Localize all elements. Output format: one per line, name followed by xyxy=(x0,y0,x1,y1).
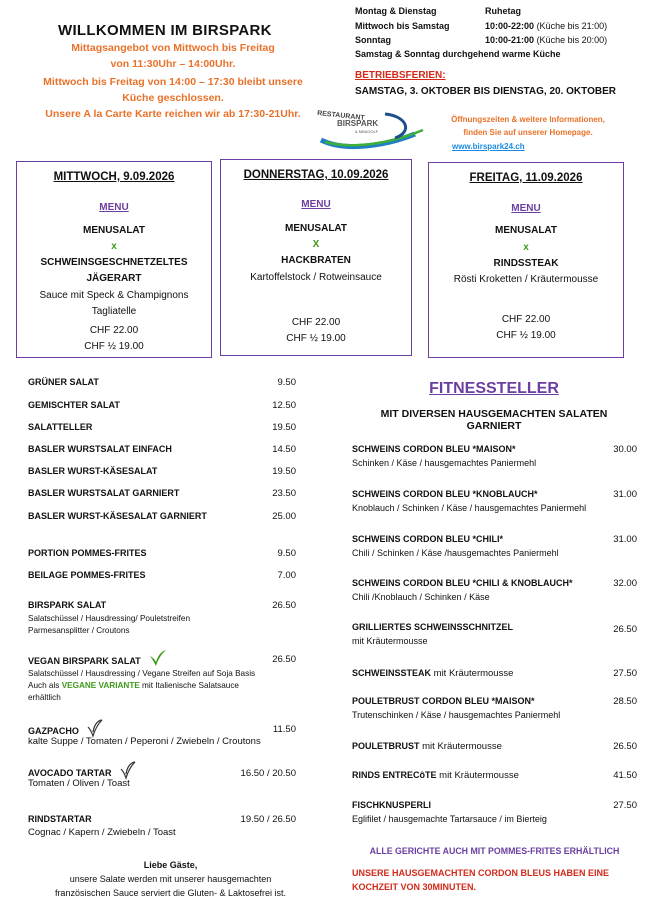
menu-side: Sauce mit Speck & Champignons xyxy=(39,290,189,301)
menu-item xyxy=(28,648,296,704)
desc-text: Auch als xyxy=(28,681,62,690)
menu-separator: x xyxy=(523,242,529,253)
item-name: GEMISCHTER SALAT xyxy=(28,400,120,410)
item-price: 12.50 xyxy=(272,400,296,411)
item-price: 30.00 xyxy=(613,444,637,455)
item-price: 23.50 xyxy=(272,488,296,499)
homepage-link[interactable]: www.birspark24.ch xyxy=(452,142,525,151)
svg-text:BIRSPARK: BIRSPARK xyxy=(337,119,379,128)
item-desc-line: Salatschüssel / Hausdressing/ Pouletstreifen xyxy=(28,614,191,623)
menu-item xyxy=(28,600,296,637)
item-desc-line: erhältlich xyxy=(28,693,61,702)
menu-price-half: CHF ½ 19.00 xyxy=(496,330,556,341)
lunch-offer-line: Mittagsangebot von Mittwoch bis Freitag xyxy=(71,42,275,54)
day-title: MITTWOCH, 9.09.2026 xyxy=(53,171,175,183)
item-price: 19.50 / 26.50 xyxy=(240,814,296,825)
holiday-title: BETRIEBSFERIEN: xyxy=(355,70,446,81)
item-price: 25.00 xyxy=(272,511,296,522)
item-name: BASLER WURSTSALAT EINFACH xyxy=(28,444,172,454)
menu-price: CHF 22.00 xyxy=(291,317,341,328)
item-name: SCHWEINS CORDON BLEU *KNOBLAUCH* xyxy=(352,489,538,499)
item-price: 32.00 xyxy=(613,578,637,589)
menu-main: SCHWEINSGESCHNETZELTES xyxy=(40,257,188,268)
item-name: SCHWEINS CORDON BLEU *CHILI* xyxy=(352,534,504,544)
hours-row xyxy=(355,6,521,16)
item-price: 31.00 xyxy=(613,489,637,500)
item-price: 9.50 xyxy=(277,548,296,559)
item-name: BEILAGE POMMES-FRITES xyxy=(28,570,146,580)
menu-item xyxy=(352,668,637,679)
menu-item xyxy=(352,622,637,646)
item-name: SALATTELLER xyxy=(28,422,93,432)
item-name: GRÜNER SALAT xyxy=(28,377,99,387)
day-title: FREITAG, 11.09.2026 xyxy=(469,172,583,184)
page-title: WILLKOMMEN IM BIRSPARK xyxy=(58,22,272,39)
menu-item xyxy=(28,422,296,432)
item-name: BASLER WURSTSALAT GARNIERT xyxy=(28,488,180,498)
hours-day: Mittwoch bis Samstag xyxy=(355,21,450,31)
menu-label: MENU xyxy=(511,203,541,214)
menu-item xyxy=(352,696,637,720)
item-name-row xyxy=(352,770,637,781)
item-price: 14.50 xyxy=(272,444,296,455)
fitness-title: FITNESSTELLER xyxy=(429,380,559,397)
item-price: 27.50 xyxy=(613,668,637,679)
vegan-leaf-icon xyxy=(147,648,167,668)
item-name: BIRSPARK SALAT xyxy=(28,600,107,610)
item-price: 26.50 xyxy=(272,600,296,611)
hours-value: Ruhetag xyxy=(485,6,521,16)
item-description: Chili / Schinken / Käse /hausgemachtes Paniermehl xyxy=(352,548,559,558)
item-desc-line: Salatschüssel / Hausdressing / Vegane Streifen auf Soja Basis xyxy=(28,669,256,678)
menu-item xyxy=(352,534,637,558)
menu-label: MENU xyxy=(301,199,331,210)
lunch-time-line: von 11:30Uhr – 14:00Uhr. xyxy=(110,58,236,70)
fitness-subtitle: MIT DIVERSEN HAUSGEMACHTEN SALATEN GARNIERT xyxy=(380,408,608,432)
item-description: Cognac / Kapern / Zwiebeln / Toast xyxy=(28,827,176,838)
hours-note: (Küche bis 20:00) xyxy=(536,35,608,45)
hours-row xyxy=(355,35,608,45)
menu-item xyxy=(28,466,296,476)
menu-item xyxy=(28,377,296,387)
menu-main-2: JÄGERART xyxy=(86,273,142,284)
menu-separator: X xyxy=(312,239,320,250)
menu-item xyxy=(28,511,296,521)
menu-item xyxy=(352,770,637,781)
guests-greeting: Liebe Gäste, xyxy=(143,860,198,870)
svg-text:RESTAURANT: RESTAURANT xyxy=(316,110,365,122)
cordon-bleu-note: UNSERE HAUSGEMACHTEN CORDON BLEUS HABEN EINE xyxy=(352,868,610,878)
menu-starter: MENUSALAT xyxy=(284,223,348,234)
desc-text: mit Italienische Salatsauce xyxy=(139,681,239,690)
item-description: Trutenschinken / Käse / hausgemachtes Paniermehl xyxy=(352,710,561,720)
item-price: 27.50 xyxy=(613,800,637,811)
item-description: Knoblauch / Schinken / Käse / hausgemachtes Paniermehl xyxy=(352,503,587,513)
menu-item xyxy=(352,800,637,824)
item-name: GRILLIERTES SCHWEINSSCHNITZEL xyxy=(352,622,514,632)
menu-item xyxy=(28,814,296,838)
item-price: 11.50 xyxy=(272,724,296,735)
menu-item xyxy=(352,489,637,513)
item-name: VEGAN BIRSPARK SALAT xyxy=(28,656,141,666)
vegan-leaf-outline-icon xyxy=(85,718,103,738)
menu-price: CHF 22.00 xyxy=(89,325,139,336)
item-name-suffix: mit Kräutermousse xyxy=(431,668,514,679)
item-name-row xyxy=(352,668,637,679)
menu-item xyxy=(352,578,637,602)
menu-starter: MENUSALAT xyxy=(494,225,558,236)
menu-price: CHF 22.00 xyxy=(501,314,551,325)
day-menu-friday xyxy=(428,162,624,358)
hours-day: Sonntag xyxy=(355,35,391,45)
item-price: 28.50 xyxy=(613,696,637,707)
item-description: Chili /Knoblauch / Schinken / Käse xyxy=(352,592,490,602)
menu-price-half: CHF ½ 19.00 xyxy=(84,341,144,352)
info-line: Öffnungszeiten & weitere Informationen, xyxy=(451,115,605,124)
menu-side: Rösti Kroketten / Kräutermousse xyxy=(453,274,599,285)
item-desc-line xyxy=(28,680,296,692)
svg-text:& MINIGOLF: & MINIGOLF xyxy=(355,129,379,134)
menu-side-2: Tagliatelle xyxy=(91,306,137,317)
item-name: POULETBRUST xyxy=(352,741,420,751)
item-name-suffix: mit Kräutermousse xyxy=(436,770,519,781)
item-name: AVOCADO TARTAR xyxy=(28,768,112,778)
item-price: 19.50 xyxy=(272,422,296,433)
menu-item xyxy=(28,570,296,580)
menu-item xyxy=(28,444,296,454)
day-menu-thursday xyxy=(220,159,412,356)
alacarte-line: Unsere A la Carte Karte reichen wir ab 17:30-21Uhr. xyxy=(45,108,301,120)
item-name: PORTION POMMES-FRITES xyxy=(28,548,147,558)
pommes-note: ALLE GERICHTE AUCH MIT POMMES-FRITES ERHÄLTLICH xyxy=(369,846,620,856)
menu-price-half: CHF ½ 19.00 xyxy=(286,333,346,344)
restaurant-logo xyxy=(315,104,427,150)
guests-note-line: unsere Salate werden mit unserer hausgemachten xyxy=(69,874,272,884)
kitchen-closed-line-2: Küche geschlossen. xyxy=(122,92,224,104)
item-name: RINDSTARTAR xyxy=(28,814,92,824)
menu-main: HACKBRATEN xyxy=(281,255,351,266)
item-name-row xyxy=(352,741,637,752)
item-name: GAZPACHO xyxy=(28,726,79,736)
item-price: 26.50 xyxy=(613,741,637,752)
item-price: 9.50 xyxy=(277,377,296,388)
item-price: 41.50 xyxy=(613,770,637,781)
menu-item xyxy=(28,400,296,410)
menu-label: MENU xyxy=(99,202,129,213)
menu-item xyxy=(28,718,296,747)
item-name: POULETBRUST CORDON BLEU *MAISON* xyxy=(352,696,535,706)
guests-note-line: französischen Sauce serviert die Gluten- & Laktosefrei ist. xyxy=(54,888,287,898)
hours-row xyxy=(355,49,561,59)
item-description xyxy=(28,668,296,704)
guests-note xyxy=(28,858,313,900)
item-name: SCHWEINS CORDON BLEU *MAISON* xyxy=(352,444,516,454)
item-description: Eglifilet / hausgemachte Tartarsauce / im Bierteig xyxy=(352,814,547,824)
item-description: kalte Suppe / Tomaten / Peperoni / Zwiebeln / Croutons xyxy=(28,736,261,747)
item-name: SCHWEINS CORDON BLEU *CHILI & KNOBLAUCH* xyxy=(352,578,573,588)
day-title: DONNERSTAG, 10.09.2026 xyxy=(243,169,389,181)
item-name: RINDS ENTRECôTE xyxy=(352,770,437,780)
hours-day: Samstag & Sonntag durchgehend warme Küche xyxy=(355,49,561,59)
item-name: BASLER WURST-KÄSESALAT GARNIERT xyxy=(28,511,207,521)
kitchen-closed-line: Mittwoch bis Freitag von 14:00 – 17:30 bleibt unsere xyxy=(43,76,303,88)
item-description: Schinken / Käse / hausgemachtes Paniermehl xyxy=(352,458,537,468)
menu-main: RINDSSTEAK xyxy=(493,258,559,269)
item-description: Tomaten / Oliven / Toast xyxy=(28,778,130,789)
cordon-bleu-note-2: KOCHZEIT VON 30MINUTEN. xyxy=(352,882,477,892)
item-name: SCHWEINSSTEAK xyxy=(352,668,432,678)
item-price: 16.50 / 20.50 xyxy=(240,768,296,779)
menu-item xyxy=(28,488,296,498)
hours-note: (Küche bis 21:00) xyxy=(536,21,608,31)
hours-row xyxy=(355,21,608,31)
item-name-row xyxy=(28,648,296,668)
holiday-dates: SAMSTAG, 3. OKTOBER BIS DIENSTAG, 20. OKTOBER xyxy=(355,86,616,97)
vegan-leaf-outline-icon xyxy=(118,760,136,780)
hours-value: 10:00-21:00 xyxy=(485,35,535,45)
item-description xyxy=(28,613,296,637)
hours-day: Montag & Dienstag xyxy=(355,6,437,16)
item-name-row xyxy=(28,718,296,738)
info-line-2: finden Sie auf unserer Homepage. xyxy=(463,128,593,137)
item-price: 19.50 xyxy=(272,466,296,477)
menu-item xyxy=(352,444,637,468)
menu-item xyxy=(352,741,637,752)
item-price: 31.00 xyxy=(613,534,637,545)
menu-separator: x xyxy=(111,241,117,252)
menu-item xyxy=(28,760,296,789)
hours-value: 10:00-22:00 xyxy=(485,21,535,31)
item-desc-line: Parmesansplitter / Croutons xyxy=(28,626,130,635)
item-name-suffix: mit Kräutermousse xyxy=(419,741,502,752)
item-name: FISCHKNUSPERLI xyxy=(352,800,432,810)
day-menu-wednesday xyxy=(16,161,212,358)
item-name: BASLER WURST-KÄSESALAT xyxy=(28,466,158,476)
item-description: mit Kräutermousse xyxy=(352,636,428,646)
item-price: 7.00 xyxy=(277,570,296,581)
menu-item xyxy=(28,548,296,558)
vegan-variant-label: VEGANE VARIANTE xyxy=(61,681,140,690)
menu-side: Kartoffelstock / Rotweinsauce xyxy=(250,272,382,283)
item-price: 26.50 xyxy=(613,624,637,635)
item-price: 26.50 xyxy=(272,654,296,665)
menu-starter: MENUSALAT xyxy=(82,225,146,236)
